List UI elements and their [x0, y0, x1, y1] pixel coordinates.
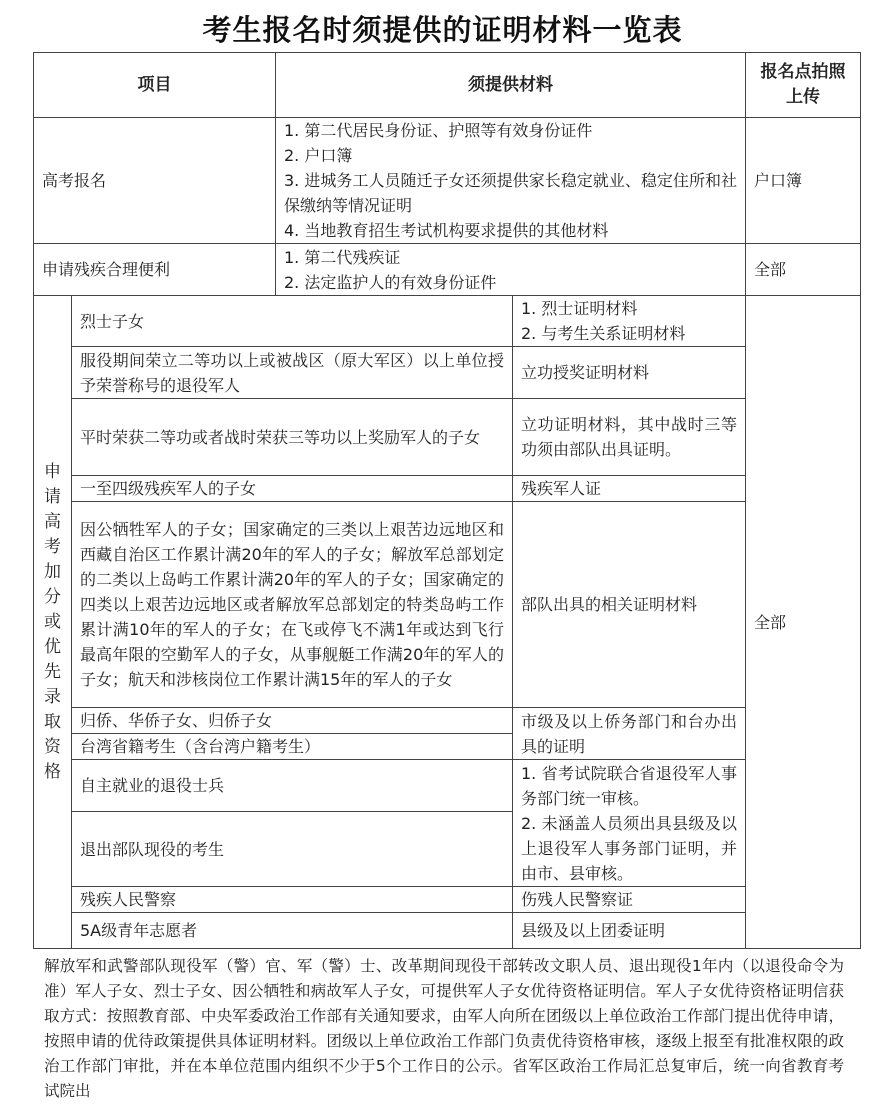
row-item: 台湾省籍考生（含台湾户籍考生）: [72, 734, 513, 760]
row-item: 平时荣获二等功或者战时荣获三等功以上奖励军人的子女: [72, 399, 513, 476]
table-row: [34, 708, 861, 734]
row-upload: 户口簿: [746, 118, 861, 244]
row-materials: 残疾军人证: [513, 476, 746, 502]
table-row: [34, 118, 861, 244]
material-line: 2. 法定监护人的有效身份证件: [284, 272, 497, 292]
table-row: [34, 347, 861, 399]
materials-table: [33, 52, 861, 949]
table-header-row: [34, 53, 861, 118]
table-row: [34, 296, 861, 347]
table-row: [34, 887, 861, 913]
material-line: 1. 第二代残疾证: [284, 247, 401, 267]
row-materials: 部队出具的相关证明材料: [513, 502, 746, 708]
table-row: [34, 913, 861, 949]
row-materials: 伤残人民警察证: [513, 887, 746, 913]
row-upload: 全部: [746, 244, 861, 296]
header-item: 项目: [34, 53, 276, 118]
material-line: 2. 户口簿: [284, 146, 353, 165]
material-line: 1. 第二代居民身份证、护照等有效身份证件: [284, 121, 593, 140]
row-materials: [276, 244, 746, 296]
page-title: 考生报名时须提供的证明材料一览表: [202, 13, 683, 47]
table-row: [34, 399, 861, 476]
footer-note: 解放军和武警部队现役军（警）官、军（警）士、改革期间现役干部转改文职人员、退出现役1年内（以退役命令为准）军人子女、烈士子女、因公牺牲和病故军人子女，可提供军人子女优待资格证明信。军人子女优待资格证明信获取方式：按照教育部、中央军委政治工作部有关通知要求，由军人向所在团级以上单位政治工作部门提出优待申请，按照申请的优待政策提供具体证明材料。团级以上单位政治工作部门负责优待资格审核，逐级上报至有批准权限的政治工作部门审批，并在本单位范围内组织不少于5个工作日的公示。省军区政治工作局汇总复审后，统一向省教育考试院出: [44, 957, 844, 1100]
row-materials: [513, 760, 746, 887]
row-item: 自主就业的退役士兵: [72, 760, 513, 812]
row-item: 高考报名: [34, 118, 276, 244]
material-line: 1. 省考试院联合省退役军人事务部门统一审核。: [521, 763, 737, 808]
material-line: 3. 进城务工人员随迁子女还须提供家长稳定就业、稳定住所和社保缴纳等情况证明: [284, 171, 737, 215]
bonus-section-label: [34, 296, 72, 949]
row-materials: 县级及以上团委证明: [513, 913, 746, 949]
header-materials: 须提供材料: [276, 53, 746, 118]
table-row: [34, 760, 861, 812]
material-line: 4. 当地教育招生考试机构要求提供的其他材料: [284, 221, 609, 240]
material-line: 1. 烈士证明材料: [521, 299, 638, 318]
material-line: 2. 未涵盖人员须出具县级及以上退役军人事务部门证明，并由市、县审核。: [521, 813, 737, 883]
row-item: 归侨、华侨子女、归侨子女: [72, 708, 513, 734]
row-item: 一至四级残疾军人的子女: [72, 476, 513, 502]
row-item: 因公牺牲军人的子女；国家确定的三类以上艰苦边远地区和西藏自治区工作累计满20年的军人的子女；解放军总部划定的二类以上岛屿工作累计满20年的军人的子女；国家确定的四类以上艰苦边远地区或者解放军总部划定的特类岛屿工作累计满10年的军人的子女；在飞或停飞不满1年或达到飞行最高年限的空勤军人的子女，从事舰艇工作满20年的军人的子女；航天和涉核岗位工作累计满15年的军人的子女: [72, 502, 513, 708]
bonus-upload: 全部: [746, 296, 861, 949]
table-row: [34, 476, 861, 502]
row-item: 服役期间荣立二等功以上或被战区（原大军区）以上单位授予荣誉称号的退役军人: [72, 347, 513, 399]
table-row: [34, 244, 861, 296]
table-row: [34, 502, 861, 708]
row-materials: 立功授奖证明材料: [513, 347, 746, 399]
row-item: 申请残疾合理便利: [34, 244, 276, 296]
row-materials: 立功证明材料，其中战时三等功须由部队出具证明。: [513, 399, 746, 476]
row-materials: [276, 118, 746, 244]
row-materials: 市级及以上侨务部门和台办出具的证明: [513, 708, 746, 760]
row-item: 退出部队现役的考生: [72, 812, 513, 887]
row-item: 烈士子女: [72, 296, 513, 347]
row-materials: [513, 296, 746, 347]
row-item: 5A级青年志愿者: [72, 913, 513, 949]
material-line: 2. 与考生关系证明材料: [521, 324, 686, 343]
row-item: 残疾人民警察: [72, 887, 513, 913]
bonus-section-label-text: 申请高考加分或优先录取资格: [44, 461, 61, 782]
header-upload: 报名点拍照上传: [746, 53, 861, 118]
